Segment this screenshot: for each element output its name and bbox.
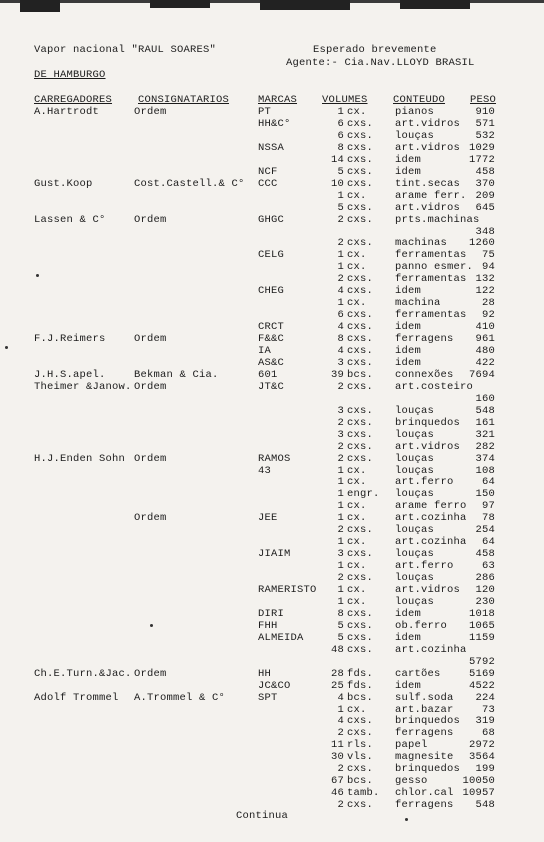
volume-unit: cx. <box>347 189 367 202</box>
volume-count: 1 <box>337 297 344 310</box>
volume-unit: cx. <box>347 249 367 262</box>
weight-cell: 282 <box>475 440 495 453</box>
volume-count: 1 <box>337 512 344 525</box>
col-consignatarios: CONSIGNATARIOS <box>138 94 230 106</box>
contents-cell: louças <box>395 452 435 465</box>
contents-cell: art.vidros <box>395 117 461 130</box>
volume-count: 2 <box>337 440 344 453</box>
volume-count: 5 <box>337 201 344 214</box>
contents-cell: louças <box>395 548 435 561</box>
volume-unit: cxs. <box>347 333 374 346</box>
volume-unit: engr. <box>347 488 380 501</box>
volume-unit: cxs. <box>347 428 374 441</box>
weight-cell: 4522 <box>468 679 495 692</box>
volume-count: 1 <box>337 249 344 262</box>
volume-count: 2 <box>337 572 344 585</box>
volume-count: 28 <box>330 667 344 680</box>
contents-cell: ob.ferro <box>395 619 448 632</box>
contents-cell: sulf.soda <box>395 691 454 704</box>
volume-unit: cxs. <box>347 356 374 369</box>
weight-cell: 254 <box>475 524 495 537</box>
weight-cell: 64 <box>481 536 495 549</box>
weight-cell: 1260 <box>468 237 495 250</box>
volume-count: 11 <box>330 739 344 752</box>
volume-unit: cxs. <box>347 452 374 465</box>
volume-count: 3 <box>337 404 344 417</box>
volume-count: 2 <box>337 416 344 429</box>
weight-cell: 458 <box>475 548 495 561</box>
col-peso: PESO <box>470 94 497 106</box>
volume-unit: cxs. <box>347 404 374 417</box>
consignee-cell: Ordem <box>134 333 167 346</box>
volume-count: 1 <box>337 500 344 513</box>
weight-cell: 108 <box>475 464 495 477</box>
weight-cell: 63 <box>481 560 495 573</box>
volume-count: 2 <box>337 237 344 250</box>
volume-count: 8 <box>337 607 344 620</box>
weight-cell: 571 <box>475 117 495 130</box>
volume-unit: cxs. <box>347 201 374 214</box>
volume-count: 6 <box>337 309 344 322</box>
weight-cell: 150 <box>475 488 495 501</box>
marks-cell: NCF <box>258 165 278 178</box>
marks-cell: FHH <box>258 619 278 632</box>
marks-cell: F&&C <box>258 333 285 346</box>
volume-unit: fds. <box>347 667 374 680</box>
weight-cell: 161 <box>475 416 495 429</box>
volume-count: 4 <box>337 691 344 704</box>
volume-count: 1 <box>337 106 344 118</box>
volume-unit: cxs. <box>347 285 374 298</box>
weight-cell: 75 <box>481 249 495 262</box>
volume-count: 67 <box>330 775 344 788</box>
volume-unit: cxs. <box>347 619 374 632</box>
volume-count: 2 <box>337 524 344 537</box>
marks-cell: CHEG <box>258 285 285 298</box>
col-conteudo: CONTEUDO <box>393 94 446 106</box>
contents-cell: idem <box>395 631 422 644</box>
volume-count: 4 <box>337 321 344 334</box>
volume-count: 39 <box>330 368 344 381</box>
weight-cell: 370 <box>475 177 495 190</box>
weight-cell: 348 <box>475 225 495 238</box>
scan-edge <box>0 0 544 18</box>
marks-cell: HH <box>258 667 272 680</box>
contents-cell: brinquedos <box>395 715 461 728</box>
contents-cell: idem <box>395 607 422 620</box>
volume-unit: bcs. <box>347 368 374 381</box>
weight-cell: 199 <box>475 763 495 776</box>
volume-unit: cxs. <box>347 273 374 286</box>
contents-cell: chlor.cal <box>395 787 454 800</box>
volume-count: 5 <box>337 165 344 178</box>
volume-unit: cxs. <box>347 524 374 537</box>
volume-count: 5 <box>337 619 344 632</box>
contents-cell: arame ferro <box>395 500 467 513</box>
volume-count: 3 <box>337 548 344 561</box>
volume-count: 8 <box>337 333 344 346</box>
volume-count: 46 <box>330 787 344 800</box>
contents-cell: art.vidros <box>395 201 461 214</box>
weight-cell: 28 <box>481 297 495 310</box>
weight-cell: 3564 <box>468 751 495 764</box>
volume-count: 1 <box>337 584 344 596</box>
volume-unit: cxs. <box>347 153 374 166</box>
consignee-cell: A.Trommel & C° <box>134 691 226 704</box>
volume-count: 2 <box>337 727 344 740</box>
volume-unit: cxs. <box>347 416 374 429</box>
contents-cell: louças <box>395 488 435 501</box>
weight-cell: 94 <box>481 261 495 274</box>
volume-unit: cx. <box>347 476 367 489</box>
volume-count: 4 <box>337 715 344 728</box>
marks-cell: 601 <box>258 368 278 381</box>
agent-line: Agente:- Cia.Nav.LLOYD BRASIL <box>286 57 475 69</box>
marks-cell: 43 <box>258 464 272 477</box>
volume-unit: cxs. <box>347 572 374 585</box>
volume-unit: fds. <box>347 679 374 692</box>
contents-cell: idem <box>395 165 422 178</box>
contents-cell: idem <box>395 321 422 334</box>
weight-cell: 961 <box>475 333 495 346</box>
volume-count: 4 <box>337 285 344 298</box>
origin-port: DE HAMBURGO <box>34 69 106 81</box>
volume-unit: cx. <box>347 500 367 513</box>
contents-cell: louças <box>395 464 435 477</box>
volume-count: 1 <box>337 261 344 274</box>
contents-cell: machina <box>395 297 441 310</box>
col-marcas: MARCAS <box>258 94 298 106</box>
volume-count: 3 <box>337 356 344 369</box>
contents-cell: louças <box>395 404 435 417</box>
marks-cell: RAMERISTO <box>258 584 317 596</box>
marks-cell: SPT <box>258 691 278 704</box>
contents-cell: ferragens <box>395 727 454 740</box>
volume-count: 3 <box>337 428 344 441</box>
volume-count: 2 <box>337 763 344 776</box>
contents-cell: prts.machinas <box>395 213 480 226</box>
contents-cell: pianos <box>395 106 435 118</box>
weight-cell: 2972 <box>468 739 495 752</box>
volume-unit: cx. <box>347 560 367 573</box>
weight-cell: 10957 <box>462 787 495 800</box>
volume-unit: cxs. <box>347 345 374 357</box>
weight-cell: 7694 <box>468 368 495 381</box>
shipper-cell: F.J.Reimers <box>34 333 106 346</box>
weight-cell: 92 <box>481 309 495 322</box>
weight-cell: 224 <box>475 691 495 704</box>
marks-cell: JT&C <box>258 380 285 393</box>
weight-cell: 645 <box>475 201 495 214</box>
volume-count: 6 <box>337 117 344 130</box>
volume-count: 2 <box>337 273 344 286</box>
volume-unit: cx. <box>347 595 367 608</box>
marks-cell: AS&C <box>258 356 285 369</box>
volume-unit: cxs. <box>347 309 374 322</box>
shipper-cell: Adolf Trommel <box>34 691 119 704</box>
contents-cell: ferragens <box>395 799 454 812</box>
volume-unit: cx. <box>347 536 367 549</box>
marks-cell: HH&C° <box>258 117 291 130</box>
volume-unit: cx. <box>347 512 367 525</box>
contents-cell: louças <box>395 524 435 537</box>
contents-cell: louças <box>395 572 435 585</box>
volume-unit: cxs. <box>347 643 374 656</box>
shipper-cell: A.Hartrodt <box>34 106 100 118</box>
volume-unit: tamb. <box>347 787 380 800</box>
scan-speck <box>405 818 408 821</box>
weight-cell: 480 <box>475 345 495 357</box>
volume-count: 48 <box>330 643 344 656</box>
contents-cell: art.cozinha <box>395 536 467 549</box>
volume-unit: cxs. <box>347 321 374 334</box>
volume-count: 30 <box>330 751 344 764</box>
scan-speck <box>36 274 39 277</box>
marks-cell: PT <box>258 106 272 118</box>
weight-cell: 5792 <box>468 655 495 668</box>
volume-count: 4 <box>337 345 344 357</box>
shipper-cell: Ch.E.Turn.&Jac. <box>34 667 132 680</box>
marks-cell: RAMOS <box>258 452 291 465</box>
volume-unit: cxs. <box>347 117 374 130</box>
volume-unit: cxs. <box>347 607 374 620</box>
consignee-cell: Ordem <box>134 452 167 465</box>
consignee-cell: Ordem <box>134 106 167 118</box>
marks-cell: GHGC <box>258 213 285 226</box>
consignee-cell: Bekman & Cia. <box>134 368 219 381</box>
volume-unit: cxs. <box>347 715 374 728</box>
volume-unit: cxs. <box>347 129 374 142</box>
shipper-cell: Gust.Koop <box>34 177 93 190</box>
marks-cell: CCC <box>258 177 278 190</box>
volume-count: 5 <box>337 631 344 644</box>
volume-unit: cxs. <box>347 631 374 644</box>
contents-cell: tint.secas <box>395 177 461 190</box>
volume-count: 2 <box>337 799 344 812</box>
volume-unit: cxs. <box>347 141 374 154</box>
contents-cell: idem <box>395 345 422 357</box>
volume-unit: cx. <box>347 106 367 118</box>
volume-count: 1 <box>337 189 344 202</box>
volume-unit: bcs. <box>347 691 374 704</box>
contents-cell: papel <box>395 739 428 752</box>
volume-count: 1 <box>337 476 344 489</box>
contents-cell: arame ferr. <box>395 189 467 202</box>
volume-unit: cx. <box>347 703 367 716</box>
marks-cell: JIAIM <box>258 548 291 561</box>
volume-count: 1 <box>337 488 344 501</box>
col-volumes: VOLUMES <box>322 94 368 106</box>
weight-cell: 321 <box>475 428 495 441</box>
volume-unit: cxs. <box>347 799 374 812</box>
weight-cell: 286 <box>475 572 495 585</box>
volume-unit: vls. <box>347 751 374 764</box>
contents-cell: ferramentas <box>395 249 467 262</box>
volume-count: 1 <box>337 703 344 716</box>
consignee-cell: Ordem <box>134 667 167 680</box>
shipper-cell: H.J.Enden Sohn <box>34 452 126 465</box>
weight-cell: 1772 <box>468 153 495 166</box>
consignee-cell: Cost.Castell.& C° <box>134 177 245 190</box>
contents-cell: art.vidros <box>395 141 461 154</box>
contents-cell: art.costeiro <box>395 380 474 393</box>
volume-unit: bcs. <box>347 775 374 788</box>
weight-cell: 548 <box>475 404 495 417</box>
weight-cell: 532 <box>475 129 495 142</box>
contents-cell: brinquedos <box>395 763 461 776</box>
contents-cell: panno esmer. <box>395 261 474 274</box>
weight-cell: 1159 <box>468 631 495 644</box>
weight-cell: 422 <box>475 356 495 369</box>
weight-cell: 78 <box>481 512 495 525</box>
weight-cell: 1018 <box>468 607 495 620</box>
marks-cell: NSSA <box>258 141 285 154</box>
volume-unit: cxs. <box>347 763 374 776</box>
weight-cell: 910 <box>475 106 495 118</box>
volume-count: 1 <box>337 464 344 477</box>
weight-cell: 548 <box>475 799 495 812</box>
contents-cell: art.vidros <box>395 584 461 596</box>
contents-cell: magnesite <box>395 751 454 764</box>
consignee-cell: Ordem <box>134 512 167 525</box>
contents-cell: ferramentas <box>395 309 467 322</box>
shipper-cell: J.H.S.apel. <box>34 368 106 381</box>
contents-cell: idem <box>395 356 422 369</box>
contents-cell: connexões <box>395 368 454 381</box>
contents-cell: art.ferro <box>395 560 454 573</box>
weight-cell: 97 <box>481 500 495 513</box>
expected-note: Esperado brevemente <box>313 44 437 56</box>
volume-unit: rls. <box>347 739 374 752</box>
contents-cell: gesso <box>395 775 428 788</box>
contents-cell: louças <box>395 428 435 441</box>
volume-count: 2 <box>337 213 344 226</box>
contents-cell: louças <box>395 129 435 142</box>
weight-cell: 374 <box>475 452 495 465</box>
marks-cell: CELG <box>258 249 285 262</box>
volume-count: 6 <box>337 129 344 142</box>
vessel-name: Vapor nacional "RAUL SOARES" <box>34 44 217 56</box>
marks-cell: JEE <box>258 512 278 525</box>
marks-cell: JC&CO <box>258 679 291 692</box>
volume-unit: cxs. <box>347 213 374 226</box>
marks-cell: CRCT <box>258 321 285 334</box>
marks-cell: ALMEIDA <box>258 631 304 644</box>
weight-cell: 5169 <box>468 667 495 680</box>
volume-count: 25 <box>330 679 344 692</box>
weight-cell: 10050 <box>462 775 495 788</box>
contents-cell: cartões <box>395 667 441 680</box>
weight-cell: 122 <box>475 285 495 298</box>
volume-count: 2 <box>337 452 344 465</box>
volume-count: 1 <box>337 536 344 549</box>
volume-unit: cxs. <box>347 165 374 178</box>
contents-cell: art.ferro <box>395 476 454 489</box>
contents-cell: ferragens <box>395 333 454 346</box>
contents-cell: art.cozinha <box>395 512 467 525</box>
contents-cell: idem <box>395 285 422 298</box>
volume-unit: cxs. <box>347 440 374 453</box>
continued-label: Continua <box>236 810 289 822</box>
weight-cell: 160 <box>475 392 495 405</box>
weight-cell: 1065 <box>468 619 495 632</box>
volume-unit: cx. <box>347 297 367 310</box>
volume-count: 14 <box>330 153 344 166</box>
volume-unit: cxs. <box>347 380 374 393</box>
weight-cell: 68 <box>481 727 495 740</box>
scan-speck <box>5 346 8 349</box>
contents-cell: art.vidros <box>395 440 461 453</box>
volume-count: 1 <box>337 595 344 608</box>
shipper-cell: Theimer &Janow. <box>34 380 132 393</box>
col-carregadores: CARREGADORES <box>34 94 113 106</box>
weight-cell: 209 <box>475 189 495 202</box>
contents-cell: idem <box>395 153 422 166</box>
volume-unit: cxs. <box>347 177 374 190</box>
volume-unit: cxs. <box>347 727 374 740</box>
contents-cell: art.bazar <box>395 703 454 716</box>
volume-unit: cx. <box>347 261 367 274</box>
weight-cell: 64 <box>481 476 495 489</box>
volume-unit: cx. <box>347 464 367 477</box>
shipper-cell: Lassen & C° <box>34 213 106 226</box>
weight-cell: 319 <box>475 715 495 728</box>
volume-count: 10 <box>330 177 344 190</box>
volume-unit: cxs. <box>347 548 374 561</box>
contents-cell: art.cozinha <box>395 643 467 656</box>
volume-count: 2 <box>337 380 344 393</box>
contents-cell: machinas <box>395 237 448 250</box>
volume-count: 1 <box>337 560 344 573</box>
weight-cell: 132 <box>475 273 495 286</box>
weight-cell: 410 <box>475 321 495 334</box>
volume-unit: cxs. <box>347 237 374 250</box>
volume-count: 8 <box>337 141 344 154</box>
contents-cell: ferramentas <box>395 273 467 286</box>
contents-cell: idem <box>395 679 422 692</box>
weight-cell: 230 <box>475 595 495 608</box>
weight-cell: 73 <box>481 703 495 716</box>
scan-speck <box>150 624 153 627</box>
consignee-cell: Ordem <box>134 213 167 226</box>
weight-cell: 120 <box>475 584 495 596</box>
contents-cell: louças <box>395 595 435 608</box>
consignee-cell: Ordem <box>134 380 167 393</box>
volume-unit: cx. <box>347 584 367 596</box>
marks-cell: DIRI <box>258 607 285 620</box>
weight-cell: 1029 <box>468 141 495 154</box>
marks-cell: IA <box>258 345 272 357</box>
contents-cell: brinquedos <box>395 416 461 429</box>
weight-cell: 458 <box>475 165 495 178</box>
